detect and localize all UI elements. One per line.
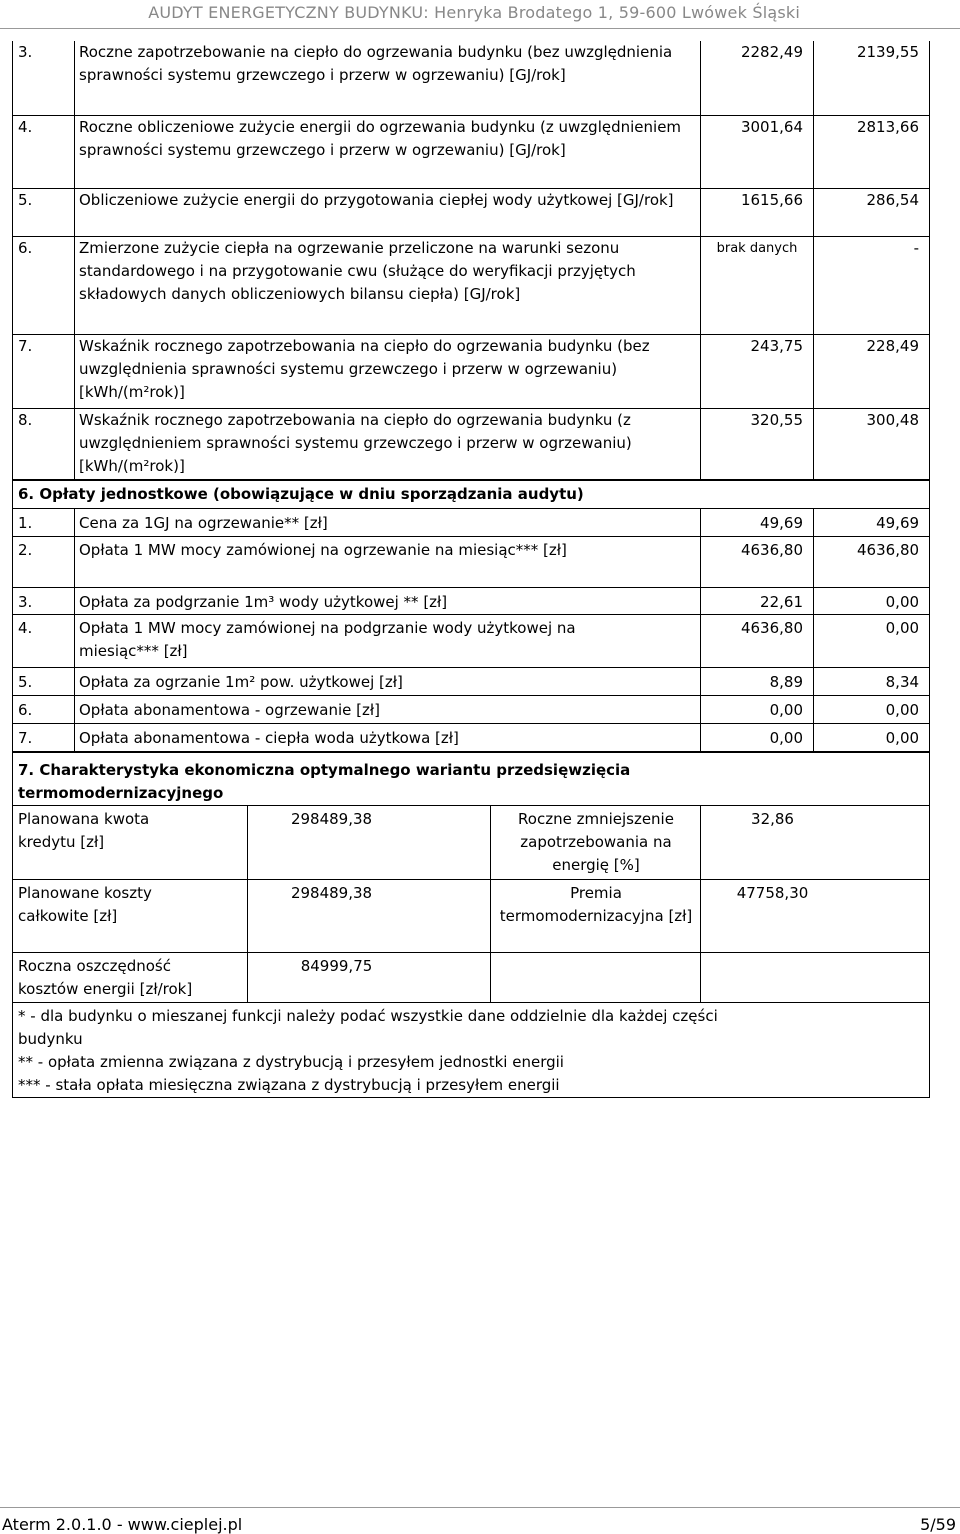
savings-label: Roczna oszczędność kosztów energii [zł/rok] xyxy=(13,952,248,1002)
table-row xyxy=(13,952,930,1002)
notes xyxy=(13,1002,930,1097)
value-before: brak danych xyxy=(701,236,814,334)
table-row xyxy=(13,41,930,115)
row-description: Wskaźnik rocznego zapotrzebowania na ciepło do ogrzewania budynku (z uwzględnieniem sprawności systemu grzewczego i przerw w ogrzewaniu) [kWh/(m²rok)] xyxy=(75,408,701,479)
table-row xyxy=(13,236,930,334)
table-row xyxy=(13,188,930,236)
row-number: 8. xyxy=(13,408,75,479)
row-number: 7. xyxy=(13,723,75,751)
row-number: 2. xyxy=(13,536,75,587)
header-divider xyxy=(0,28,960,29)
economic-table xyxy=(12,752,930,1098)
row-description: Cena za 1GJ na ogrzewanie** [zł] xyxy=(75,508,701,536)
table-row xyxy=(13,536,930,587)
economic-section-title: 7. Charakterystyka ekonomiczna optymalnego wariantu przedsięwzięcia termomodernizacyjnego xyxy=(13,752,930,805)
cost-value: 298489,38 xyxy=(248,879,491,952)
row-description: Obliczeniowe zużycie energii do przygotowania ciepłej wody użytkowej [GJ/rok] xyxy=(75,188,701,236)
credit-label: Planowana kwota kredytu [zł] xyxy=(13,805,248,879)
row-description: Roczne obliczeniowe zużycie energii do ogrzewania budynku (z uwzględnieniem sprawności systemu grzewczego i przerw w ogrzewaniu) [GJ/rok] xyxy=(75,115,701,188)
notes-row xyxy=(13,1002,930,1097)
reduction-label: Roczne zmniejszenie zapotrzebowania na energię [%] xyxy=(491,805,701,879)
row-description: Wskaźnik rocznego zapotrzebowania na ciepło do ogrzewania budynku (bez uwzględnienia sprawności systemu grzewczego i przerw w ogrzewaniu) [kWh/(m²rok)] xyxy=(75,334,701,408)
page-header: AUDYT ENERGETYCZNY BUDYNKU: Henryka Brodatego 1, 59-600 Lwówek Śląski xyxy=(148,3,800,22)
row-number: 4. xyxy=(13,115,75,188)
credit-value: 298489,38 xyxy=(248,805,491,879)
row-description: Roczne zapotrzebowanie na ciepło do ogrzewania budynku (bez uwzględnienia sprawności systemu grzewczego i przerw w ogrzewaniu) [GJ/rok] xyxy=(75,41,701,115)
value-after: 300,48 xyxy=(814,408,930,479)
row-number: 3. xyxy=(13,41,75,115)
value-before: 0,00 xyxy=(701,723,814,751)
audit-sheet xyxy=(12,41,929,1098)
value-after: 49,69 xyxy=(814,508,930,536)
value-after: 4636,80 xyxy=(814,536,930,587)
footer-divider xyxy=(0,1507,960,1508)
value-before: 49,69 xyxy=(701,508,814,536)
value-before: 3001,64 xyxy=(701,115,814,188)
row-description: Opłata 1 MW mocy zamówionej na podgrzanie wody użytkowej na miesiąc*** [zł] xyxy=(75,614,701,667)
empty-cell xyxy=(491,952,701,1002)
table-row xyxy=(13,334,930,408)
value-before: 0,00 xyxy=(701,695,814,723)
row-number: 1. xyxy=(13,508,75,536)
premium-label: Premia termomodernizacyjna [zł] xyxy=(491,879,701,952)
value-after: 0,00 xyxy=(814,723,930,751)
row-description: Opłata 1 MW mocy zamówionej na ogrzewanie na miesiąc*** [zł] xyxy=(75,536,701,587)
value-after: 0,00 xyxy=(814,695,930,723)
value-after: 2139,55 xyxy=(814,41,930,115)
value-after: 2813,66 xyxy=(814,115,930,188)
row-number: 3. xyxy=(13,587,75,614)
row-number: 4. xyxy=(13,614,75,667)
value-before: 4636,80 xyxy=(701,536,814,587)
table-row xyxy=(13,695,930,723)
row-number: 5. xyxy=(13,188,75,236)
empty-cell xyxy=(701,952,930,1002)
fees-table xyxy=(12,480,930,752)
reduction-value: 32,86 xyxy=(701,805,930,879)
section-title-row xyxy=(13,752,930,805)
row-number: 6. xyxy=(13,695,75,723)
note-2: ** - opłata zmienna związana z dystrybucją i przesyłem jednostki energii xyxy=(18,1052,564,1071)
row-description: Zmierzone zużycie ciepła na ogrzewanie przeliczone na warunki sezonu standardowego i na przygotowanie cwu (służące do weryfikacji przyjętych składowych danych obliczeniowych bilansu ciepła) [GJ/rok] xyxy=(75,236,701,334)
note-1: * - dla budynku o mieszanej funkcji należy podać wszystkie dane oddzielnie dla każdej części budynku xyxy=(18,1006,718,1048)
row-number: 7. xyxy=(13,334,75,408)
table-row xyxy=(13,667,930,695)
footer-software: Aterm 2.0.1.0 - www.cieplej.pl xyxy=(2,1515,243,1534)
row-description: Opłata za ogrzanie 1m² pow. użytkowej [zł] xyxy=(75,667,701,695)
value-after: - xyxy=(814,236,930,334)
value-after: 8,34 xyxy=(814,667,930,695)
value-before: 8,89 xyxy=(701,667,814,695)
row-number: 6. xyxy=(13,236,75,334)
table-row xyxy=(13,805,930,879)
row-description: Opłata abonamentowa - ogrzewanie [zł] xyxy=(75,695,701,723)
value-before: 320,55 xyxy=(701,408,814,479)
indicators-table xyxy=(12,41,930,480)
table-row xyxy=(13,508,930,536)
savings-value: 84999,75 xyxy=(248,952,491,1002)
value-before: 1615,66 xyxy=(701,188,814,236)
premium-value: 47758,30 xyxy=(701,879,930,952)
section-title-row xyxy=(13,480,930,508)
row-description: Opłata abonamentowa - ciepła woda użytkowa [zł] xyxy=(75,723,701,751)
table-row xyxy=(13,587,930,614)
value-after: 0,00 xyxy=(814,587,930,614)
table-row xyxy=(13,879,930,952)
page-number: 5/59 xyxy=(920,1515,956,1534)
value-before: 243,75 xyxy=(701,334,814,408)
table-row xyxy=(13,408,930,479)
fees-section-title: 6. Opłaty jednostkowe (obowiązujące w dniu sporządzania audytu) xyxy=(13,480,930,508)
table-row xyxy=(13,614,930,667)
cost-label: Planowane koszty całkowite [zł] xyxy=(13,879,248,952)
row-number: 5. xyxy=(13,667,75,695)
table-row xyxy=(13,723,930,751)
table-row xyxy=(13,115,930,188)
row-description: Opłata za podgrzanie 1m³ wody użytkowej ** [zł] xyxy=(75,587,701,614)
value-after: 228,49 xyxy=(814,334,930,408)
value-before: 4636,80 xyxy=(701,614,814,667)
value-before: 22,61 xyxy=(701,587,814,614)
note-3: *** - stała opłata miesięczna związana z dystrybucją i przesyłem energii xyxy=(18,1075,560,1094)
value-after: 0,00 xyxy=(814,614,930,667)
value-before: 2282,49 xyxy=(701,41,814,115)
value-after: 286,54 xyxy=(814,188,930,236)
